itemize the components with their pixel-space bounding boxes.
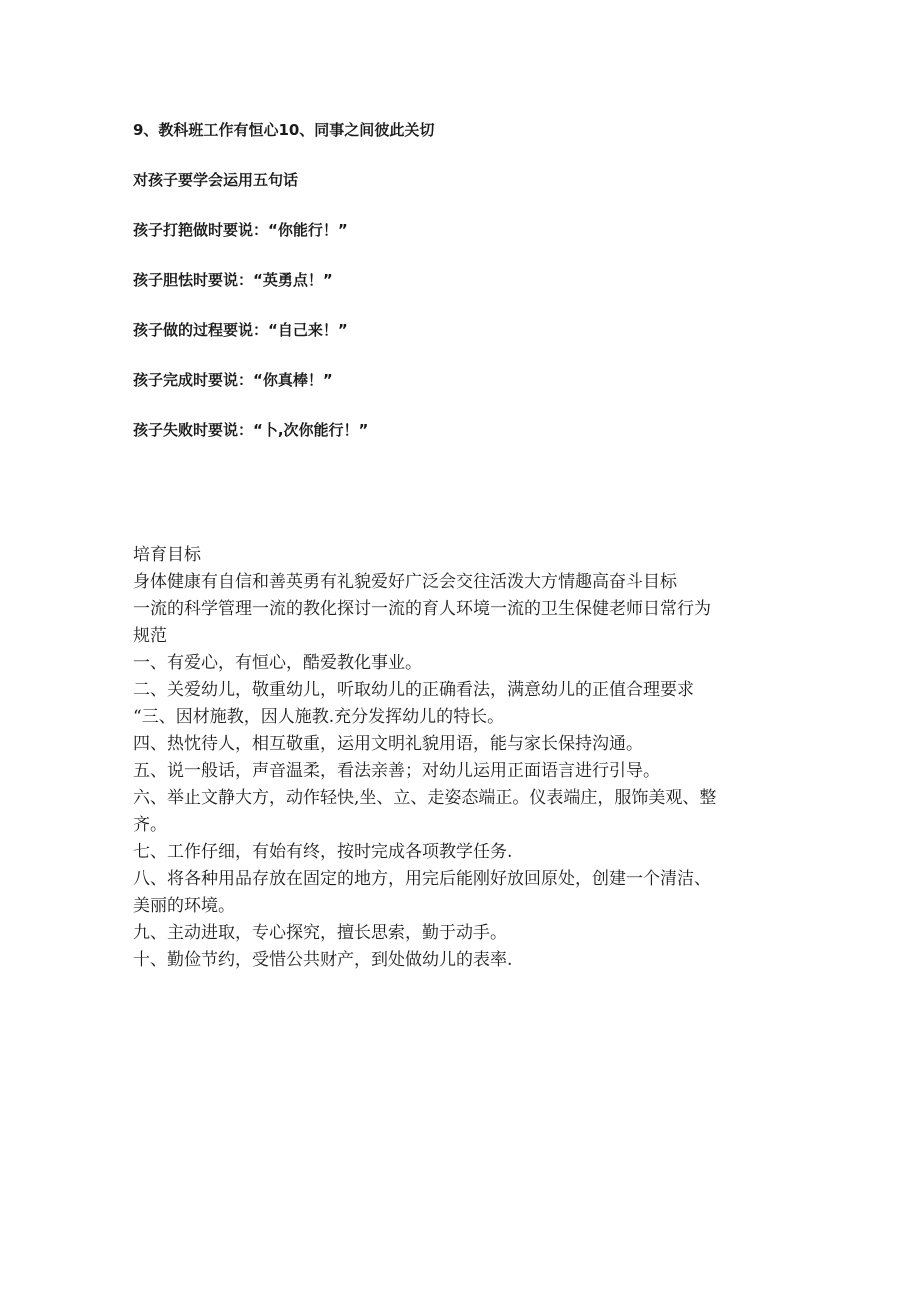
top-section bbox=[133, 119, 833, 441]
text-line-goal-heading: 培育目标 bbox=[133, 545, 201, 565]
text-line-staff-rules: 9、教科班工作有恒心10、同事之间彼此关切 bbox=[133, 121, 435, 139]
text-line-rule-6: 六、举止文静大方，动作轻快,坐、立、走姿态端正。仪表端庄，服饰美观、整 bbox=[133, 788, 717, 808]
text-line-rule-6-cont: 齐。 bbox=[133, 815, 167, 835]
text-line-rule-8-cont: 美丽的环境。 bbox=[133, 896, 235, 916]
text-line-rule-5: 五、说一般话，声音温柔，看法亲善；对幼儿运用正面语言进行引导。 bbox=[133, 761, 660, 781]
text-line-goal-body: 身体健康有自信和善英勇有礼貌爱好广泛会交往活泼大方情趣高奋斗目标 bbox=[133, 572, 677, 592]
text-line-rule-10: 十、勤俭节约，受惜公共财产，到处做幼儿的表率. bbox=[133, 950, 513, 970]
text-line-guidelines-heading: 规范 bbox=[133, 626, 167, 646]
text-line-rule-7: 七、工作仔细，有始有终，按时完成各项教学任务. bbox=[133, 842, 513, 862]
text-line-phrase-3: 孩子做的过程要说：“自己来！” bbox=[133, 321, 348, 339]
text-line-rule-9: 九、主动进取，专心探究，擅长思索，勤于动手。 bbox=[133, 923, 507, 943]
text-line-rule-8: 八、将各种用品存放在固定的地方，用完后能刚好放回原处，创建一个清洁、 bbox=[133, 869, 711, 889]
text-line-phrase-5: 孩子失败时要说：“卜,次你能行！” bbox=[133, 421, 369, 439]
text-line-phrase-1: 孩子打筢做时要说：“你能行！” bbox=[133, 221, 348, 239]
text-line-five-phrases-heading: 对孩子要学会运用五句话 bbox=[133, 171, 299, 189]
text-line-rule-1: 一、有爱心，有恒心，酷爱教化事业。 bbox=[133, 653, 422, 673]
text-line-phrase-4: 孩子完成时要说：“你真棒！” bbox=[133, 371, 333, 389]
text-line-rule-3: “三、因材施教，因人施教.充分发挥幼儿的特长。 bbox=[133, 707, 505, 727]
text-line-first-class: 一流的科学管理一流的教化探讨一流的育人环境一流的卫生保健老师日常行为 bbox=[133, 599, 711, 619]
text-line-phrase-2: 孩子胆怯时要说：“英勇点！” bbox=[133, 271, 333, 289]
text-line-rule-2: 二、关爱幼儿，敬重幼儿，听取幼儿的正确看法，满意幼儿的正值合理要求 bbox=[133, 680, 694, 700]
text-line-rule-4: 四、热忱待人，相互敬重，运用文明礼貌用语，能与家长保持沟通。 bbox=[133, 734, 643, 754]
bottom-section bbox=[133, 542, 793, 974]
